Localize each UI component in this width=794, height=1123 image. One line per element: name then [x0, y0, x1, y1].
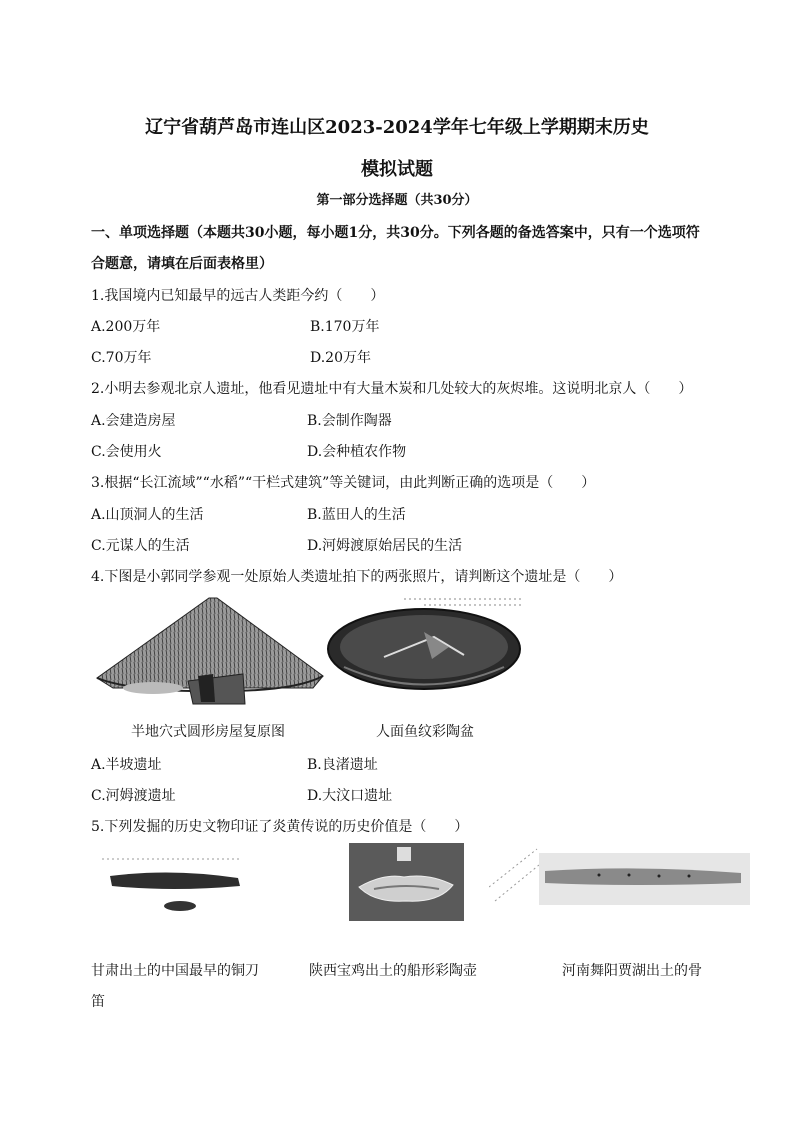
bone-flute-image — [489, 843, 750, 905]
document-title-line1: 辽宁省葫芦岛市连山区2023-2024学年七年级上学期期末历史 — [145, 117, 649, 138]
question-1-option-a: A.200万年 — [91, 319, 161, 335]
question-2-stem: 2.小明去参观北京人遗址，他看见遗址中有大量木炭和几处较大的灰烬堆。这说明北京人（ ） — [91, 381, 693, 397]
question-3-option-c: C.元谋人的生活 — [91, 538, 190, 554]
document-title-line2: 模拟试题 — [361, 159, 433, 180]
question-1-option-b: B.170万年 — [310, 319, 380, 335]
question-4-caption-1: 半地穴式圆形房屋复原图 — [131, 724, 285, 740]
question-2-option-a: A.会建造房屋 — [91, 413, 176, 429]
question-1-option-d: D.20万年 — [310, 350, 371, 366]
question-2-option-b: B.会制作陶器 — [307, 413, 392, 429]
bronze-knife-image — [102, 856, 244, 918]
section-instruction-line2: 合题意，请填在后面表格里） — [91, 256, 273, 272]
question-3-option-d: D.河姆渡原始居民的生活 — [307, 538, 463, 554]
question-3-option-a: A.山顶洞人的生活 — [91, 507, 204, 523]
question-2-option-c: C.会使用火 — [91, 444, 162, 460]
question-4-stem: 4.下图是小郭同学参观一处原始人类遗址拍下的两张照片，请判断这个遗址是（ ） — [91, 569, 623, 585]
question-1-stem: 1.我国境内已知最早的远古人类距今约（ ） — [91, 288, 385, 304]
question-5-caption-3-continued: 笛 — [91, 994, 105, 1010]
question-4-option-d: D.大汶口遗址 — [307, 788, 393, 804]
semi-subterranean-house-image — [93, 596, 325, 706]
question-5-caption-1: 甘肃出土的中国最早的铜刀 — [91, 963, 259, 979]
boat-shaped-pottery-pot-image — [349, 843, 464, 921]
question-4-caption-2: 人面鱼纹彩陶盆 — [376, 724, 474, 740]
question-1-option-c: C.70万年 — [91, 350, 152, 366]
section-instruction-line1: 一、单项选择题（本题共30小题，每小题1分，共30分。下列各题的备选答案中，只有一个选项符 — [91, 225, 700, 241]
question-5-caption-3: 河南舞阳贾湖出土的骨 — [562, 963, 702, 979]
question-5-caption-2: 陕西宝鸡出土的船形彩陶壶 — [309, 963, 477, 979]
question-4-option-b: B.良渚遗址 — [307, 757, 378, 773]
question-4-option-a: A.半坡遗址 — [91, 757, 162, 773]
question-5-stem: 5.下列发掘的历史文物印证了炎黄传说的历史价值是（ ） — [91, 819, 469, 835]
question-3-option-b: B.蓝田人的生活 — [307, 507, 406, 523]
part-heading: 第一部分选择题（共30分） — [316, 193, 478, 208]
question-3-stem: 3.根据“长江流域”“水稻”“干栏式建筑”等关键词，由此判断正确的选项是（ ） — [91, 475, 596, 491]
question-4-option-c: C.河姆渡遗址 — [91, 788, 176, 804]
painted-pottery-basin-image — [324, 597, 526, 705]
question-2-option-d: D.会种植农作物 — [307, 444, 407, 460]
